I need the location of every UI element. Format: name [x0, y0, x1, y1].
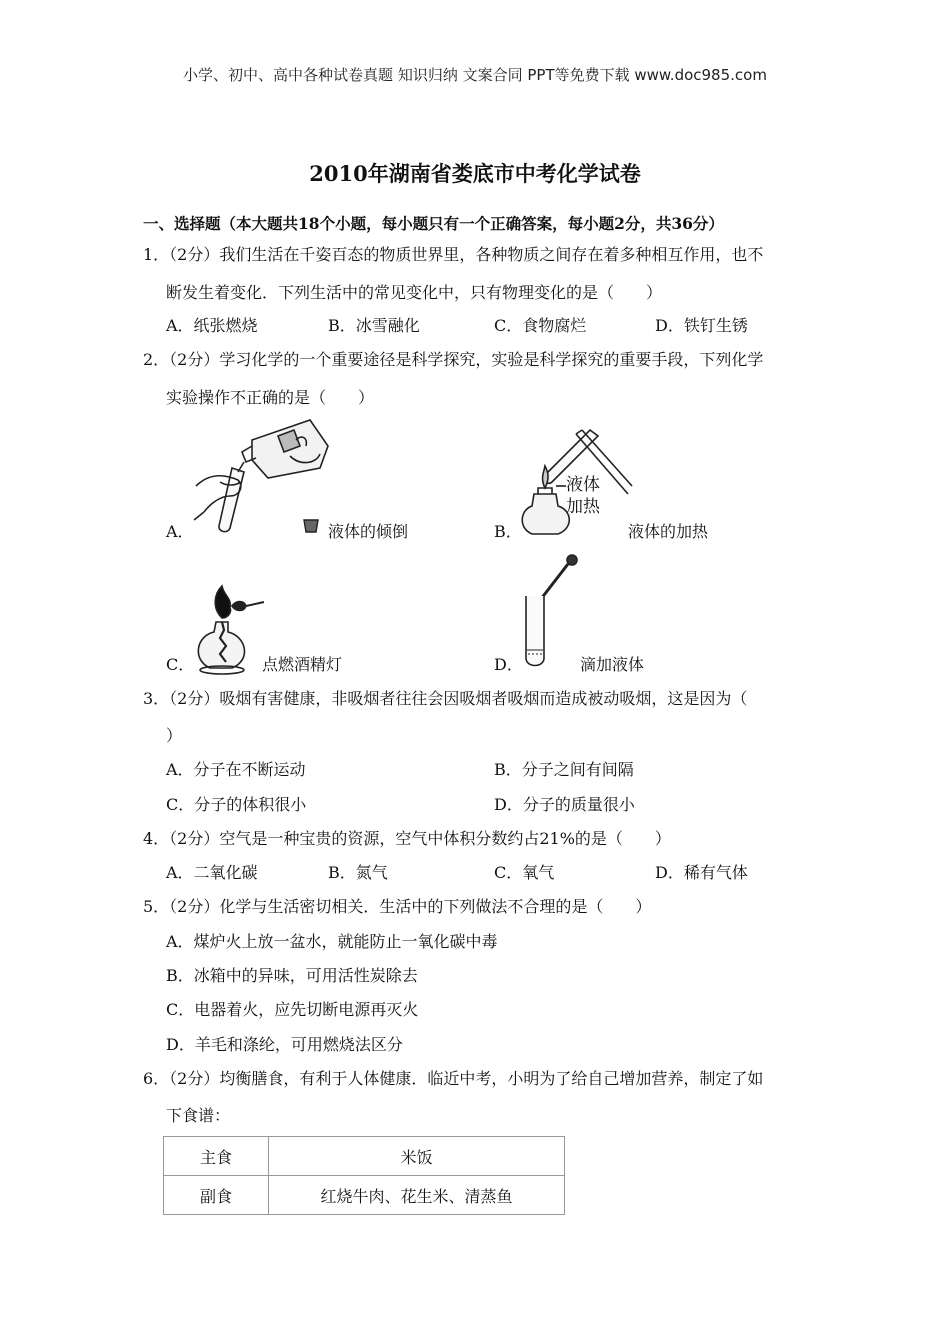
q3-option-b: B．分子之间有间隔 — [494, 760, 634, 779]
q2-option-a-caption: 液体的倾倒 — [328, 522, 409, 541]
table-cell: 副食 — [164, 1176, 269, 1215]
b-label-heat: 加热 — [566, 497, 600, 517]
table-cell: 米饭 — [269, 1137, 565, 1176]
q1-stem-line2: 断发生着变化．下列生活中的常见变化中，只有物理变化的是（ ） — [166, 283, 663, 302]
q5-option-c: C．电器着火，应先切断电源再灭火 — [166, 1000, 419, 1019]
table-row — [164, 1176, 565, 1215]
q6-stem-line1: 6．（2分）均衡膳食，有利于人体健康．临近中考，小明为了给自己增加营养，制定了如 — [143, 1069, 764, 1088]
q3-stem-line2: ） — [166, 726, 183, 745]
q1-option-c: C．食物腐烂 — [494, 316, 587, 335]
b-label-liquid: 液体 — [566, 475, 600, 495]
q3-option-a: A．分子在不断运动 — [166, 760, 306, 779]
q5-option-b: B．冰箱中的异味，可用活性炭除去 — [166, 966, 418, 985]
pouring-liquid-figure — [190, 416, 330, 540]
heating-liquid-figure — [516, 424, 636, 544]
q2-stem-line2: 实验操作不正确的是（ ） — [166, 388, 375, 407]
q2-option-b-caption: 液体的加热 — [628, 522, 709, 541]
q3-option-d: D．分子的质量很小 — [494, 795, 635, 814]
q5-option-d: D．羊毛和涤纶，可用燃烧法区分 — [166, 1035, 403, 1054]
q3-stem-line1: 3．（2分）吸烟有害健康，非吸烟者往往会因吸烟者吸烟而造成被动吸烟，这是因为（ — [143, 689, 748, 708]
table-cell: 红烧牛肉、花生米、清蒸鱼 — [269, 1176, 565, 1215]
q1-option-a: A．纸张燃烧 — [166, 316, 258, 335]
q4-stem: 4．（2分）空气是一种宝贵的资源，空气中体积分数约占21%的是（ ） — [143, 829, 671, 848]
q6-stem-line2: 下食谱： — [166, 1106, 231, 1125]
q4-option-c: C．氧气 — [494, 863, 555, 882]
table-cell: 主食 — [164, 1137, 269, 1176]
q5-stem: 5．（2分）化学与生活密切相关．生活中的下列做法不合理的是（ ） — [143, 897, 652, 916]
table-row — [164, 1137, 565, 1176]
q2-option-c-letter: C． — [166, 655, 195, 674]
q2-option-d-caption: 滴加液体 — [580, 655, 645, 674]
q1-option-b: B．冰雪融化 — [328, 316, 420, 335]
section-heading: 一、选择题（本大题共18个小题，每小题只有一个正确答案，每小题2分，共36分） — [143, 214, 724, 233]
q2-option-d-letter: D． — [494, 655, 523, 674]
menu-table — [163, 1136, 565, 1215]
q2-option-a-letter: A． — [166, 522, 194, 541]
q1-stem-line1: 1．（2分）我们生活在千姿百态的物质世界里，各种物质之间存在着多种相互作用，也不 — [143, 245, 764, 264]
q4-option-b: B．氮气 — [328, 863, 388, 882]
q4-option-d: D．稀有气体 — [655, 863, 748, 882]
q4-option-a: A．二氧化碳 — [166, 863, 258, 882]
q3-option-c: C．分子的体积很小 — [166, 795, 307, 814]
q5-option-a: A．煤炉火上放一盆水，就能防止一氧化碳中毒 — [166, 932, 498, 951]
page-header: 小学、初中、高中各种试卷真题 知识归纳 文案合同 PPT等免费下载 www.doc985.com — [183, 66, 767, 84]
lighting-lamp-figure — [188, 582, 268, 678]
q2-option-b-letter: B． — [494, 522, 522, 541]
page-title: 2010年湖南省娄底市中考化学试卷 — [309, 161, 641, 186]
q1-option-d: D．铁钉生锈 — [655, 316, 748, 335]
q2-option-c-caption: 点燃酒精灯 — [262, 655, 343, 674]
dropping-liquid-figure — [518, 554, 582, 674]
q2-stem-line1: 2．（2分）学习化学的一个重要途径是科学探究，实验是科学探究的重要手段，下列化学 — [143, 350, 764, 369]
